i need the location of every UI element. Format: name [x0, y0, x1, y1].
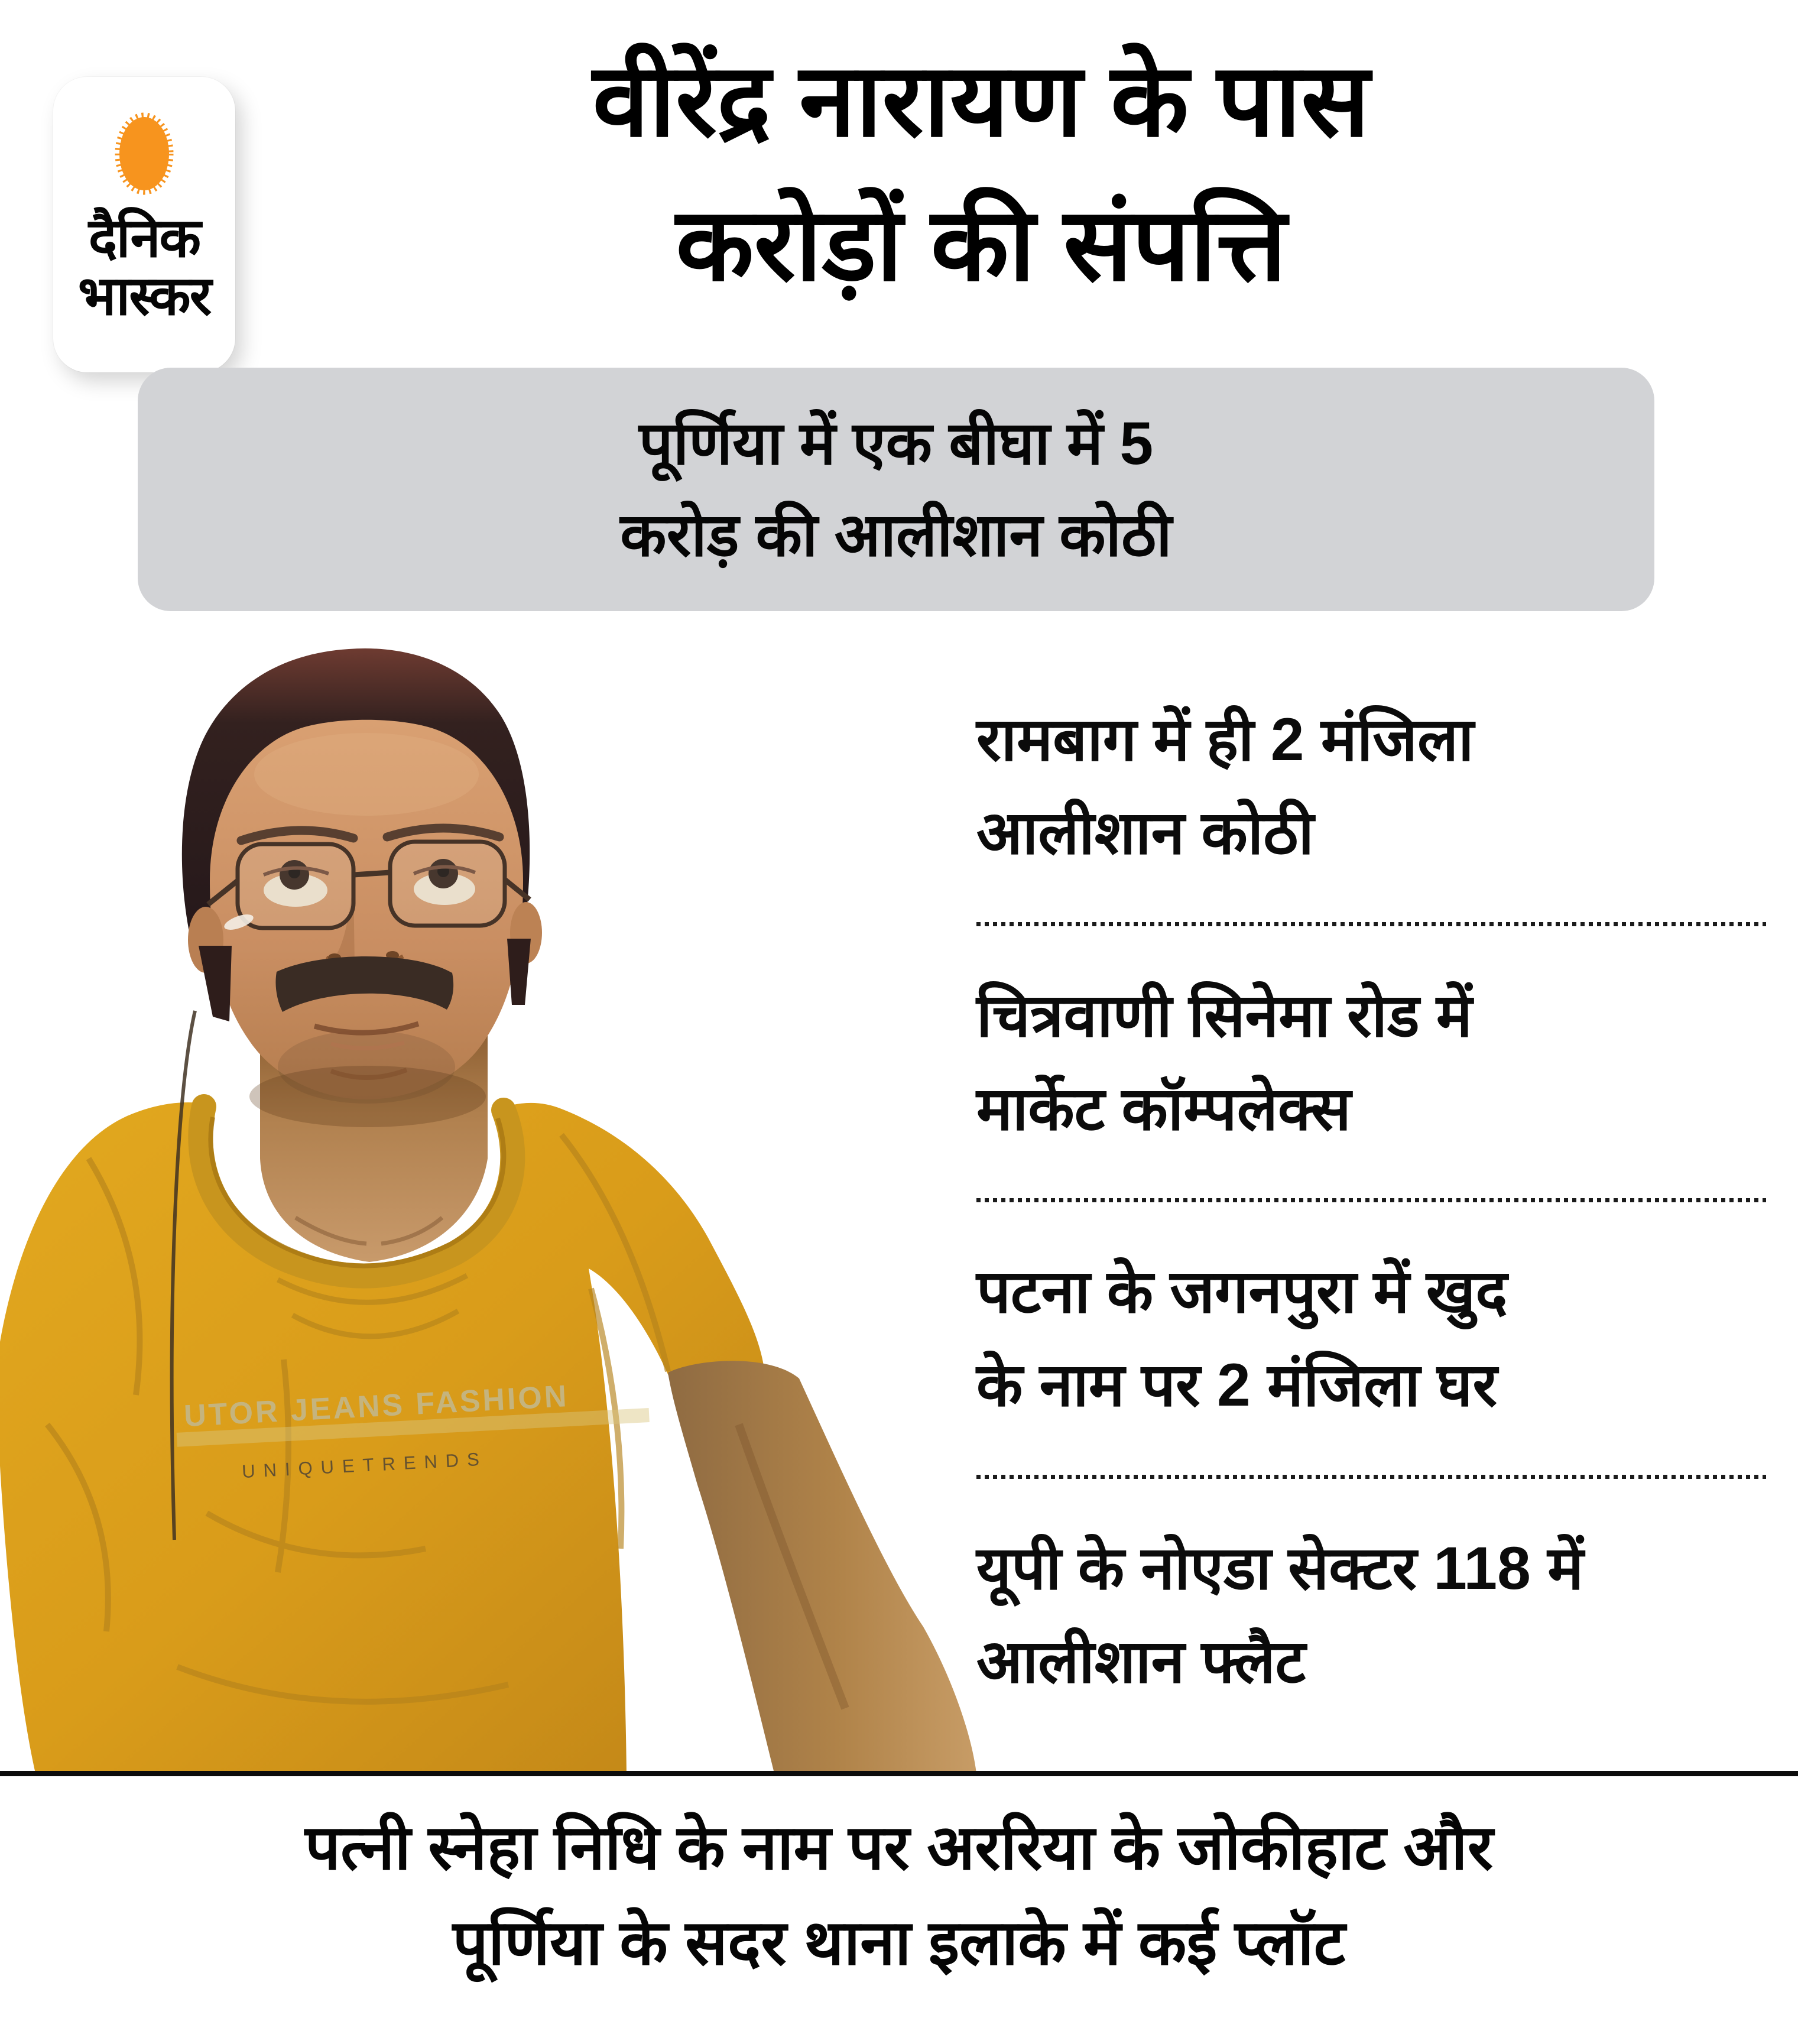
page-title — [248, 28, 1714, 317]
person-illustration — [0, 627, 981, 1773]
highlight-box — [138, 368, 1654, 611]
property-list — [976, 650, 1766, 1751]
list-item-line1: यूपी के नोएडा सेक्टर 118 में — [976, 1534, 1584, 1602]
list-item — [976, 1479, 1766, 1751]
list-item — [976, 650, 1766, 922]
dainik-bhaskar-logo — [53, 77, 235, 372]
list-item-line2: मार्केट कॉम्पलेक्स — [976, 1075, 1351, 1143]
list-item-line1: रामबाग में ही 2 मंजिला — [976, 706, 1474, 773]
tshirt-print-line1: UTOR JEANS FASHION — [183, 1379, 570, 1434]
tshirt-print-line2: UNIQUETRENDS — [241, 1448, 488, 1482]
brand-name-line2: भास्कर — [77, 266, 211, 327]
list-item-line2: आलीशान कोठी — [976, 799, 1314, 867]
footer-note — [0, 1800, 1798, 1991]
brand-name — [78, 209, 211, 326]
list-item-line1: पटना के जगनपुरा में खुद — [976, 1258, 1508, 1326]
dotted-divider — [976, 922, 1766, 926]
list-item-line2: आलीशान फ्लैट — [976, 1627, 1306, 1695]
footer-divider — [0, 1771, 1798, 1776]
dotted-divider — [976, 1475, 1766, 1479]
page-title-line2: करोड़ों की संपत्ति — [676, 188, 1287, 302]
highlight-line2: करोड़ की आलीशान कोठी — [620, 501, 1172, 569]
dotted-divider — [976, 1198, 1766, 1202]
page-title-line1: वीरेंद्र नारायण के पास — [592, 44, 1370, 157]
footer-line1: पत्नी स्नेहा निधि के नाम पर अररिया के जोकीहाट और — [304, 1813, 1494, 1883]
footer-line2: पूर्णिया के सदर थाना इलाके में कई प्लॉट — [452, 1908, 1346, 1978]
list-item — [976, 1202, 1766, 1474]
brand-name-line1: दैनिक — [88, 208, 200, 268]
list-item-line1: चित्रवाणी सिनेमा रोड में — [976, 982, 1472, 1050]
list-item — [976, 926, 1766, 1198]
highlight-line1: पूर्णिया में एक बीघा में 5 — [638, 409, 1154, 477]
list-item-line2: के नाम पर 2 मंजिला घर — [976, 1351, 1498, 1419]
arm — [668, 1361, 976, 1773]
sun-icon — [109, 106, 180, 201]
person-photo — [0, 627, 981, 1773]
